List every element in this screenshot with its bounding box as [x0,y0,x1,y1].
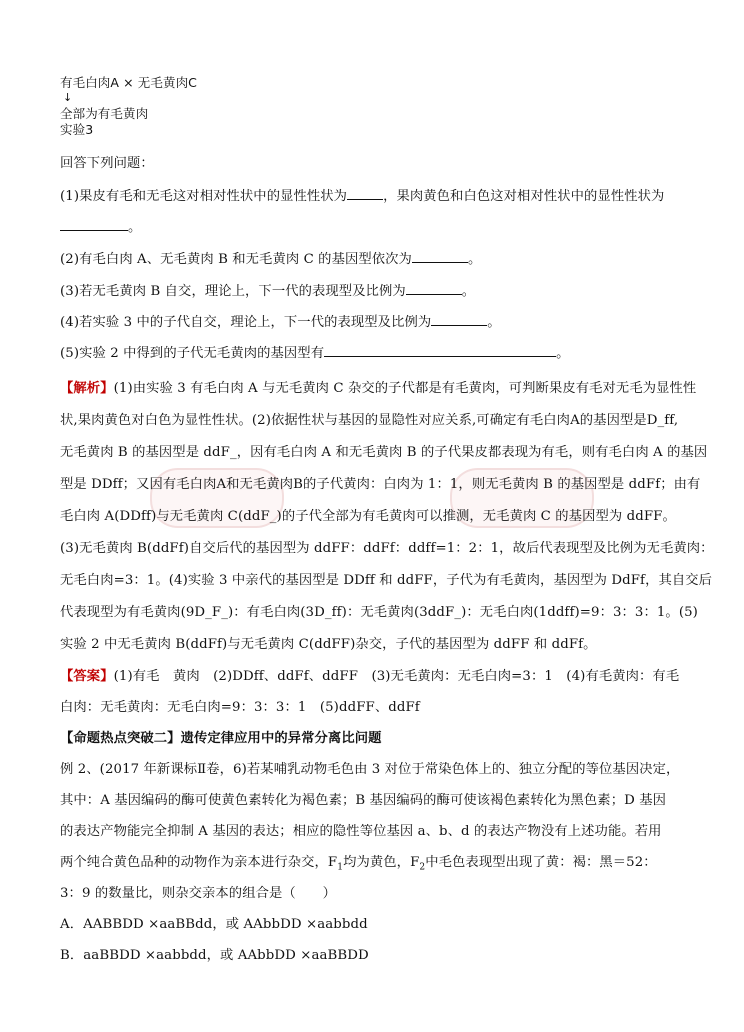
example-line-5: 3：9 的数量比，则杂交亲本的组合是（ ） [60,886,336,901]
analysis-line-8: 代表现型为有毛黄肉(9D_F_)：有毛白肉(3D_ff)：无毛黄肉(3ddF_)：无毛白肉(1ddff)=9：3：3：1。(5) [60,605,698,620]
answer-tag: 【答案】 [60,669,114,684]
cross-offspring: 全部为有毛黄肉 [60,106,149,121]
question-1-end: 。 [128,220,142,235]
example-line-4 [60,855,657,876]
question-1-part-b: ，果肉黄色和白色这对相对性状中的显性性状为 [383,189,665,204]
question-2-text: (2)有毛白肉 A、无毛黄肉 B 和无毛黄肉 C 的基因型依次为 [60,252,412,267]
question-5-text: (5)实验 2 中得到的子代无毛黄肉的基因型有 [60,346,325,361]
question-2-end: 。 [467,252,482,267]
example-text: 两个纯合黄色品种的动物作为亲本进行杂交，F [60,855,338,870]
answer-text: (1)有毛 黄肉 (2)DDff、ddFf、ddFF (3)无毛黄肉：无毛白肉=3：1 (4)有毛黄肉：有毛 [113,669,680,684]
example-line-3: 的表达产物能完全抑制 A 基因的表达；相应的隐性等位基因 a、b、d 的表达产物没有上述功能。若用 [60,824,662,839]
answer-blank [412,250,468,263]
analysis-line-3: 无毛黄肉 B 的基因型是 ddF_，因有毛白肉 A 和无毛黄肉 B 的子代果皮都表现为有毛，则有毛白肉 A 的基因 [60,445,708,460]
answer-blank [431,313,487,326]
cross-parents: 有毛白肉A × 无毛黄肉C [60,75,197,90]
subscript: 2 [419,862,426,873]
analysis-text: (1)由实验 3 有毛白肉 A 与无毛黄肉 C 杂交的子代都是有毛黄肉，可判断果皮有毛对无毛为显性性 [113,381,697,396]
question-1-continued [60,218,141,236]
arrow-down-icon: ↓ [63,91,73,104]
question-1-part-a: (1)果皮有毛和无毛这对相对性状中的显性性状为 [60,189,348,204]
analysis-line-4: 型是 DDff；又因有毛白肉A和无毛黄肉B的子代黄肉：白肉为 1：1，则无毛黄肉 B 的基因型是 ddFf；由有 [60,477,701,492]
question-3-text: (3)若无毛黄肉 B 自交，理论上，下一代的表现型及比例为 [60,284,406,299]
example-line-1: 例 2、(2017 年新课标Ⅱ卷，6)若某哺乳动物毛色由 3 对位于常染色体上的、独立分配的等位基因决定， [60,762,680,777]
question-3-end: 。 [461,284,476,299]
questions-intro: 回答下列问题： [60,156,154,171]
section-title: 【命题热点突破二】遗传定律应用中的异常分离比问题 [60,731,382,746]
question-4 [60,313,501,331]
question-1 [60,187,664,205]
question-4-text: (4)若实验 3 中的子代自交，理论上，下一代的表现型及比例为 [60,315,432,330]
question-5-end: 。 [556,346,570,361]
question-3 [60,282,475,300]
example-text: 中毛色表现型出现了黄：褐：黑＝52： [425,855,657,870]
experiment-label: 实验3 [60,122,94,137]
question-5 [60,344,570,362]
analysis-line-7: 无毛白肉=3：1。(4)实验 3 中亲代的基因型是 DDff 和 ddFF，子代为有毛黄肉，基因型为 DdFf，其自交后 [60,573,713,588]
answer-blank [324,344,556,357]
option-a: A．AABBDD ×aaBBdd，或 AAbbDD ×aabbdd [60,917,368,932]
answer-blank [406,282,462,295]
analysis-line-5: 毛白肉 A(DDff)与无毛黄肉 C(ddF_)的子代全部为有毛黄肉可以推测，无毛黄肉 C 的基因型为 ddFF。 [60,509,676,524]
example-text: 均为黄色，F [343,855,420,870]
answer-line-1 [60,669,679,685]
question-4-end: 。 [487,315,501,330]
analysis-tag: 【解析】 [60,381,114,396]
analysis-line-9: 实验 2 中无毛黄肉 B(ddFf)与无毛黄肉 C(ddFF)杂交，子代的基因型为 ddFF 和 ddFf。 [60,637,597,652]
analysis-line-6: (3)无毛黄肉 B(ddFf)自交后代的基因型为 ddFF：ddFf：ddff=1：2：1，故后代表现型及比例为无毛黄肉： [60,541,714,556]
answer-blank [60,218,128,231]
question-2 [60,250,481,268]
analysis-line-1 [60,381,696,397]
analysis-line-2: 状,果肉黄色对白色为显性性状。(2)依据性状与基因的显隐性对应关系,可确定有毛白肉A的基因型是D_ff, [60,413,679,428]
example-line-2: 其中：A 基因编码的酶可使黄色素转化为褐色素；B 基因编码的酶可使该褐色素转化为黑色素；D 基因 [60,793,666,808]
option-b: B．aaBBDD ×aabbdd，或 AAbbDD ×aaBBDD [60,948,369,963]
subscript: 1 [337,862,344,873]
answer-blank [347,187,383,200]
answer-line-2: 白肉：无毛黄肉：无毛白肉=9：3：3：1 (5)ddFF、ddFf [60,700,420,715]
